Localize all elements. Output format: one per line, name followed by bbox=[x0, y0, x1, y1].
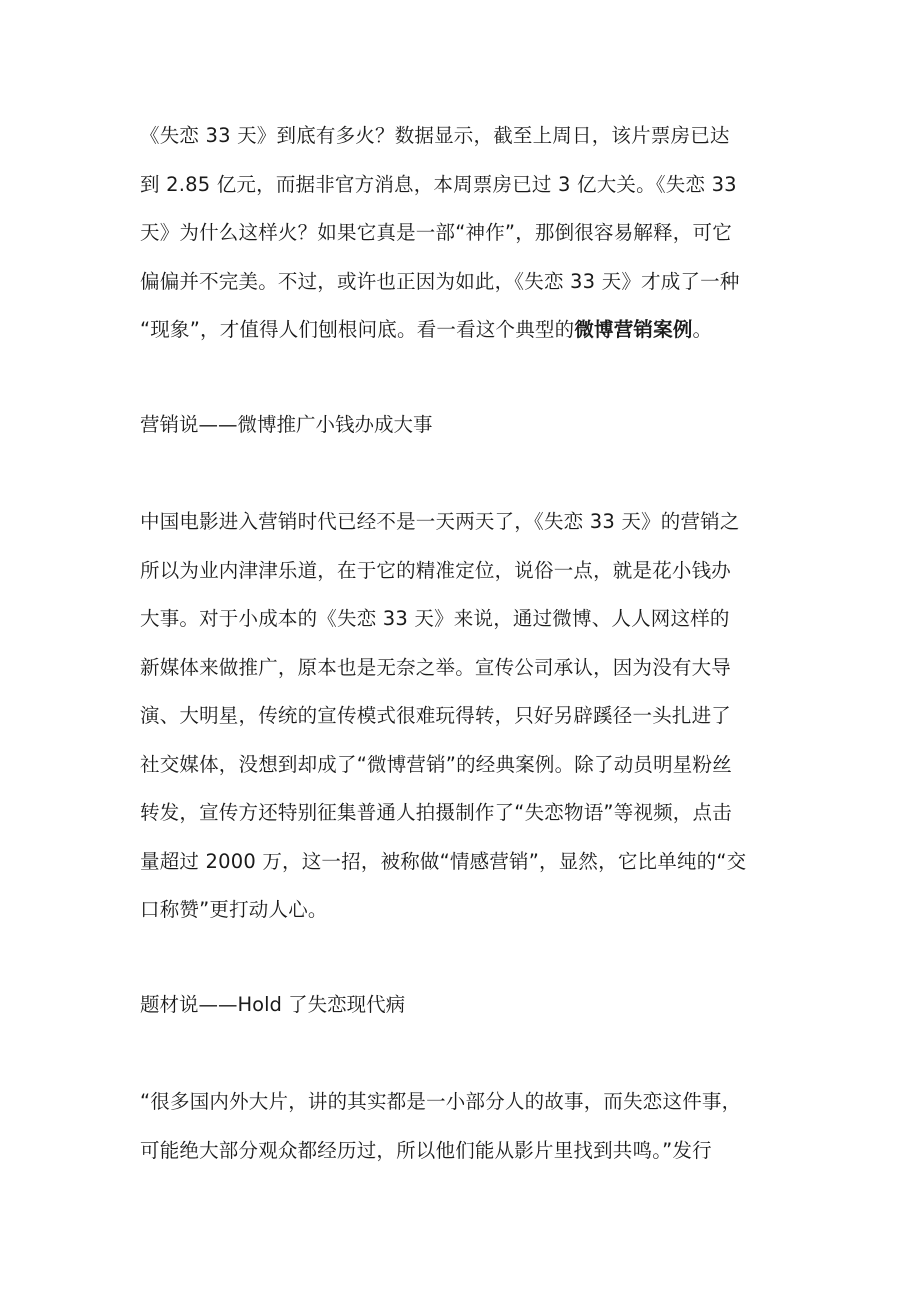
paragraph-intro bbox=[140, 112, 800, 355]
text-line-last bbox=[140, 306, 800, 355]
text-line: 量超过 2000 万，这一招，被称做“情感营销”，显然，它比单纯的“交 bbox=[140, 849, 747, 873]
text-line: 到 2.85 亿元，而据非官方消息，本周票房已过 3 亿大关。《失恋 33 bbox=[140, 172, 737, 196]
text-line: 偏偏并不完美。不过，或许也正因为如此，《失恋 33 天》才成了一种 bbox=[140, 269, 740, 293]
text-line-suffix: 。 bbox=[692, 318, 713, 341]
paragraph-marketing bbox=[140, 498, 800, 935]
text-line: 转发，宣传方还特别征集普通人拍摄制作了“失恋物语”等视频，点击 bbox=[140, 801, 732, 824]
text-line: 中国电影进入营销时代已经不是一天两天了，《失恋 33 天》的营销之 bbox=[140, 510, 740, 533]
text-line: 社交媒体，没想到却成了“微博营销”的经典案例。除了动员明星粉丝 bbox=[140, 752, 732, 776]
text-line: 口称赞”更打动人心。 bbox=[140, 898, 328, 921]
text-line-prefix: “现象”，才值得人们刨根问底。看一看这个典型的 bbox=[140, 318, 575, 341]
text-line: 所以为业内津津乐道，在于它的精准定位，说俗一点，就是花小钱办 bbox=[140, 558, 732, 582]
paragraph-theme bbox=[140, 1078, 800, 1175]
section-heading-theme: 题材说——Hold 了失恋现代病 bbox=[140, 993, 406, 1016]
bold-phrase: 微博营销案例 bbox=[574, 318, 693, 341]
section-heading-marketing: 营销说——微博推广小钱办成大事 bbox=[140, 413, 433, 436]
text-line: 大事。对于小成本的《失恋 33 天》来说，通过微博、人人网这样的 bbox=[140, 607, 730, 630]
text-line: 天》为什么这样火？如果它真是一部“神作”，那倒很容易解释，可它 bbox=[140, 221, 732, 244]
text-line: 《失恋 33 天》到底有多火？数据显示，截至上周日，该片票房已达 bbox=[140, 124, 730, 147]
text-line: “很多国内外大片，讲的其实都是一小部分人的故事，而失恋这件事， bbox=[140, 1090, 742, 1113]
text-line: 可能绝大部分观众都经历过，所以他们能从影片里找到共鸣。”发行 bbox=[140, 1138, 712, 1162]
text-line: 演、大明星，传统的宣传模式很难玩得转，只好另辟蹊径一头扎进了 bbox=[140, 704, 732, 727]
text-line: 新媒体来做推广，原本也是无奈之举。宣传公司承认，因为没有大导 bbox=[140, 655, 732, 679]
